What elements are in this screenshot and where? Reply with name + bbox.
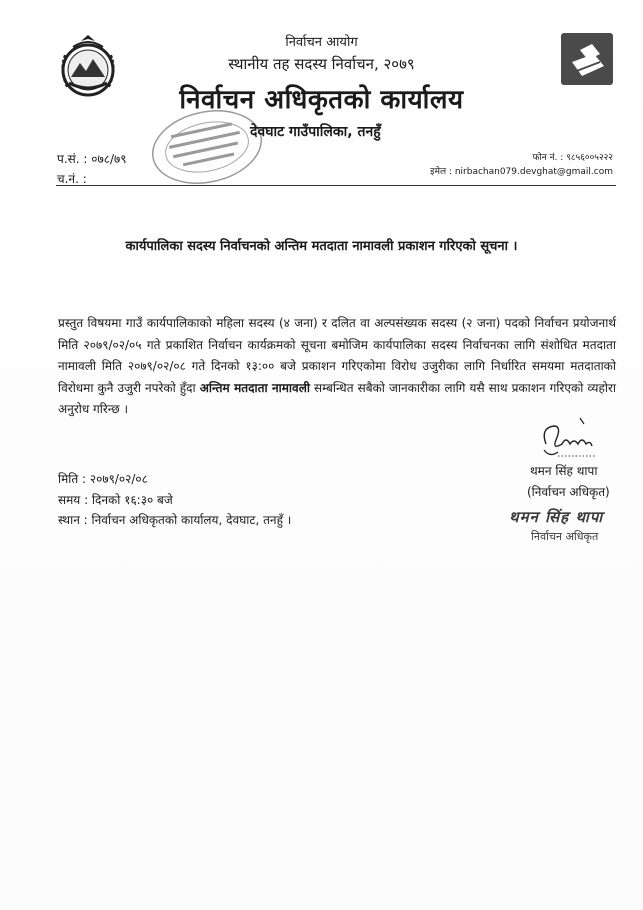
email-address: इमेल : nirbachan079.devghat@gmail.com — [430, 167, 613, 177]
notice-place: स्थान : निर्वाचन अधिकृतको कार्यालय, देवघाट, तनहुँ । — [58, 513, 292, 527]
notice-body-part1: प्रस्तुत विषयमा गाउँ कार्यपालिकाको महिला सदस्य (४ जना) र दलित वा अल्पसंख्यक सदस्य (२ जना) पदको निर्वाचन प्रयोजनार्थ मिति २०७९/०२/०५ गते प्रकाशित निर्वाचन कार्यक्रमको सूचना बमोजिम कार्यपालिका सदस्य निर्वाचनका लागि संशोधित मतदाता नामावली मिति २०७९/०२/०८ गते दिनको १३:०० बजे प्रकाशन गरिएकोमा विरोध उजुरीका लागि निर्धारित समयमा मतदाताको विरोधमा कुनै उजुरी नपरेको हुँदा — [58, 316, 616, 395]
name-stamp: थमन सिंह थापा — [509, 508, 604, 526]
post-stamp: निर्वाचन अधिकृत — [531, 530, 599, 543]
handwritten-signature — [536, 414, 616, 462]
notice-body-part2: सम्बन्धित सबैको जानकारीका लागि यसै साथ प्रकाशन गरिएको व्यहोरा अनुरोध गरिन्छ । — [58, 380, 616, 416]
office-seal-stamp — [150, 110, 265, 184]
phone-number: फोन नं. : ९८५६००५२२२ — [532, 153, 613, 163]
office-location: देवघाट गाउँपालिका, तनहुँ — [250, 124, 381, 140]
header-divider — [56, 185, 616, 186]
election-title: स्थानीय तह सदस्य निर्वाचन, २०७९ — [228, 55, 415, 73]
reference-number: प.सं. : ०७८/७९ — [57, 152, 127, 166]
notice-body-bold: अन्तिम मतदाता नामावली — [199, 380, 310, 395]
commission-name: निर्वाचन आयोग — [285, 35, 358, 50]
signatory-name: थमन सिंह थापा — [530, 464, 598, 478]
notice-time: समय : दिनको १६:३० बजे — [58, 493, 173, 507]
notice-subject: कार्यपालिका सदस्य निर्वाचनको अन्तिम मतदाता नामावली प्रकाशन गरिएको सूचना । — [125, 239, 518, 254]
signatory-post: (निर्वाचन अधिकृत) — [527, 485, 610, 499]
notice-date: मिति : २०७९/०२/०८ — [58, 472, 148, 486]
office-title: निर्वाचन अधिकृतको कार्यालय — [179, 85, 464, 115]
notice-body — [58, 313, 616, 421]
dispatch-number: च.नं. : — [57, 172, 87, 186]
